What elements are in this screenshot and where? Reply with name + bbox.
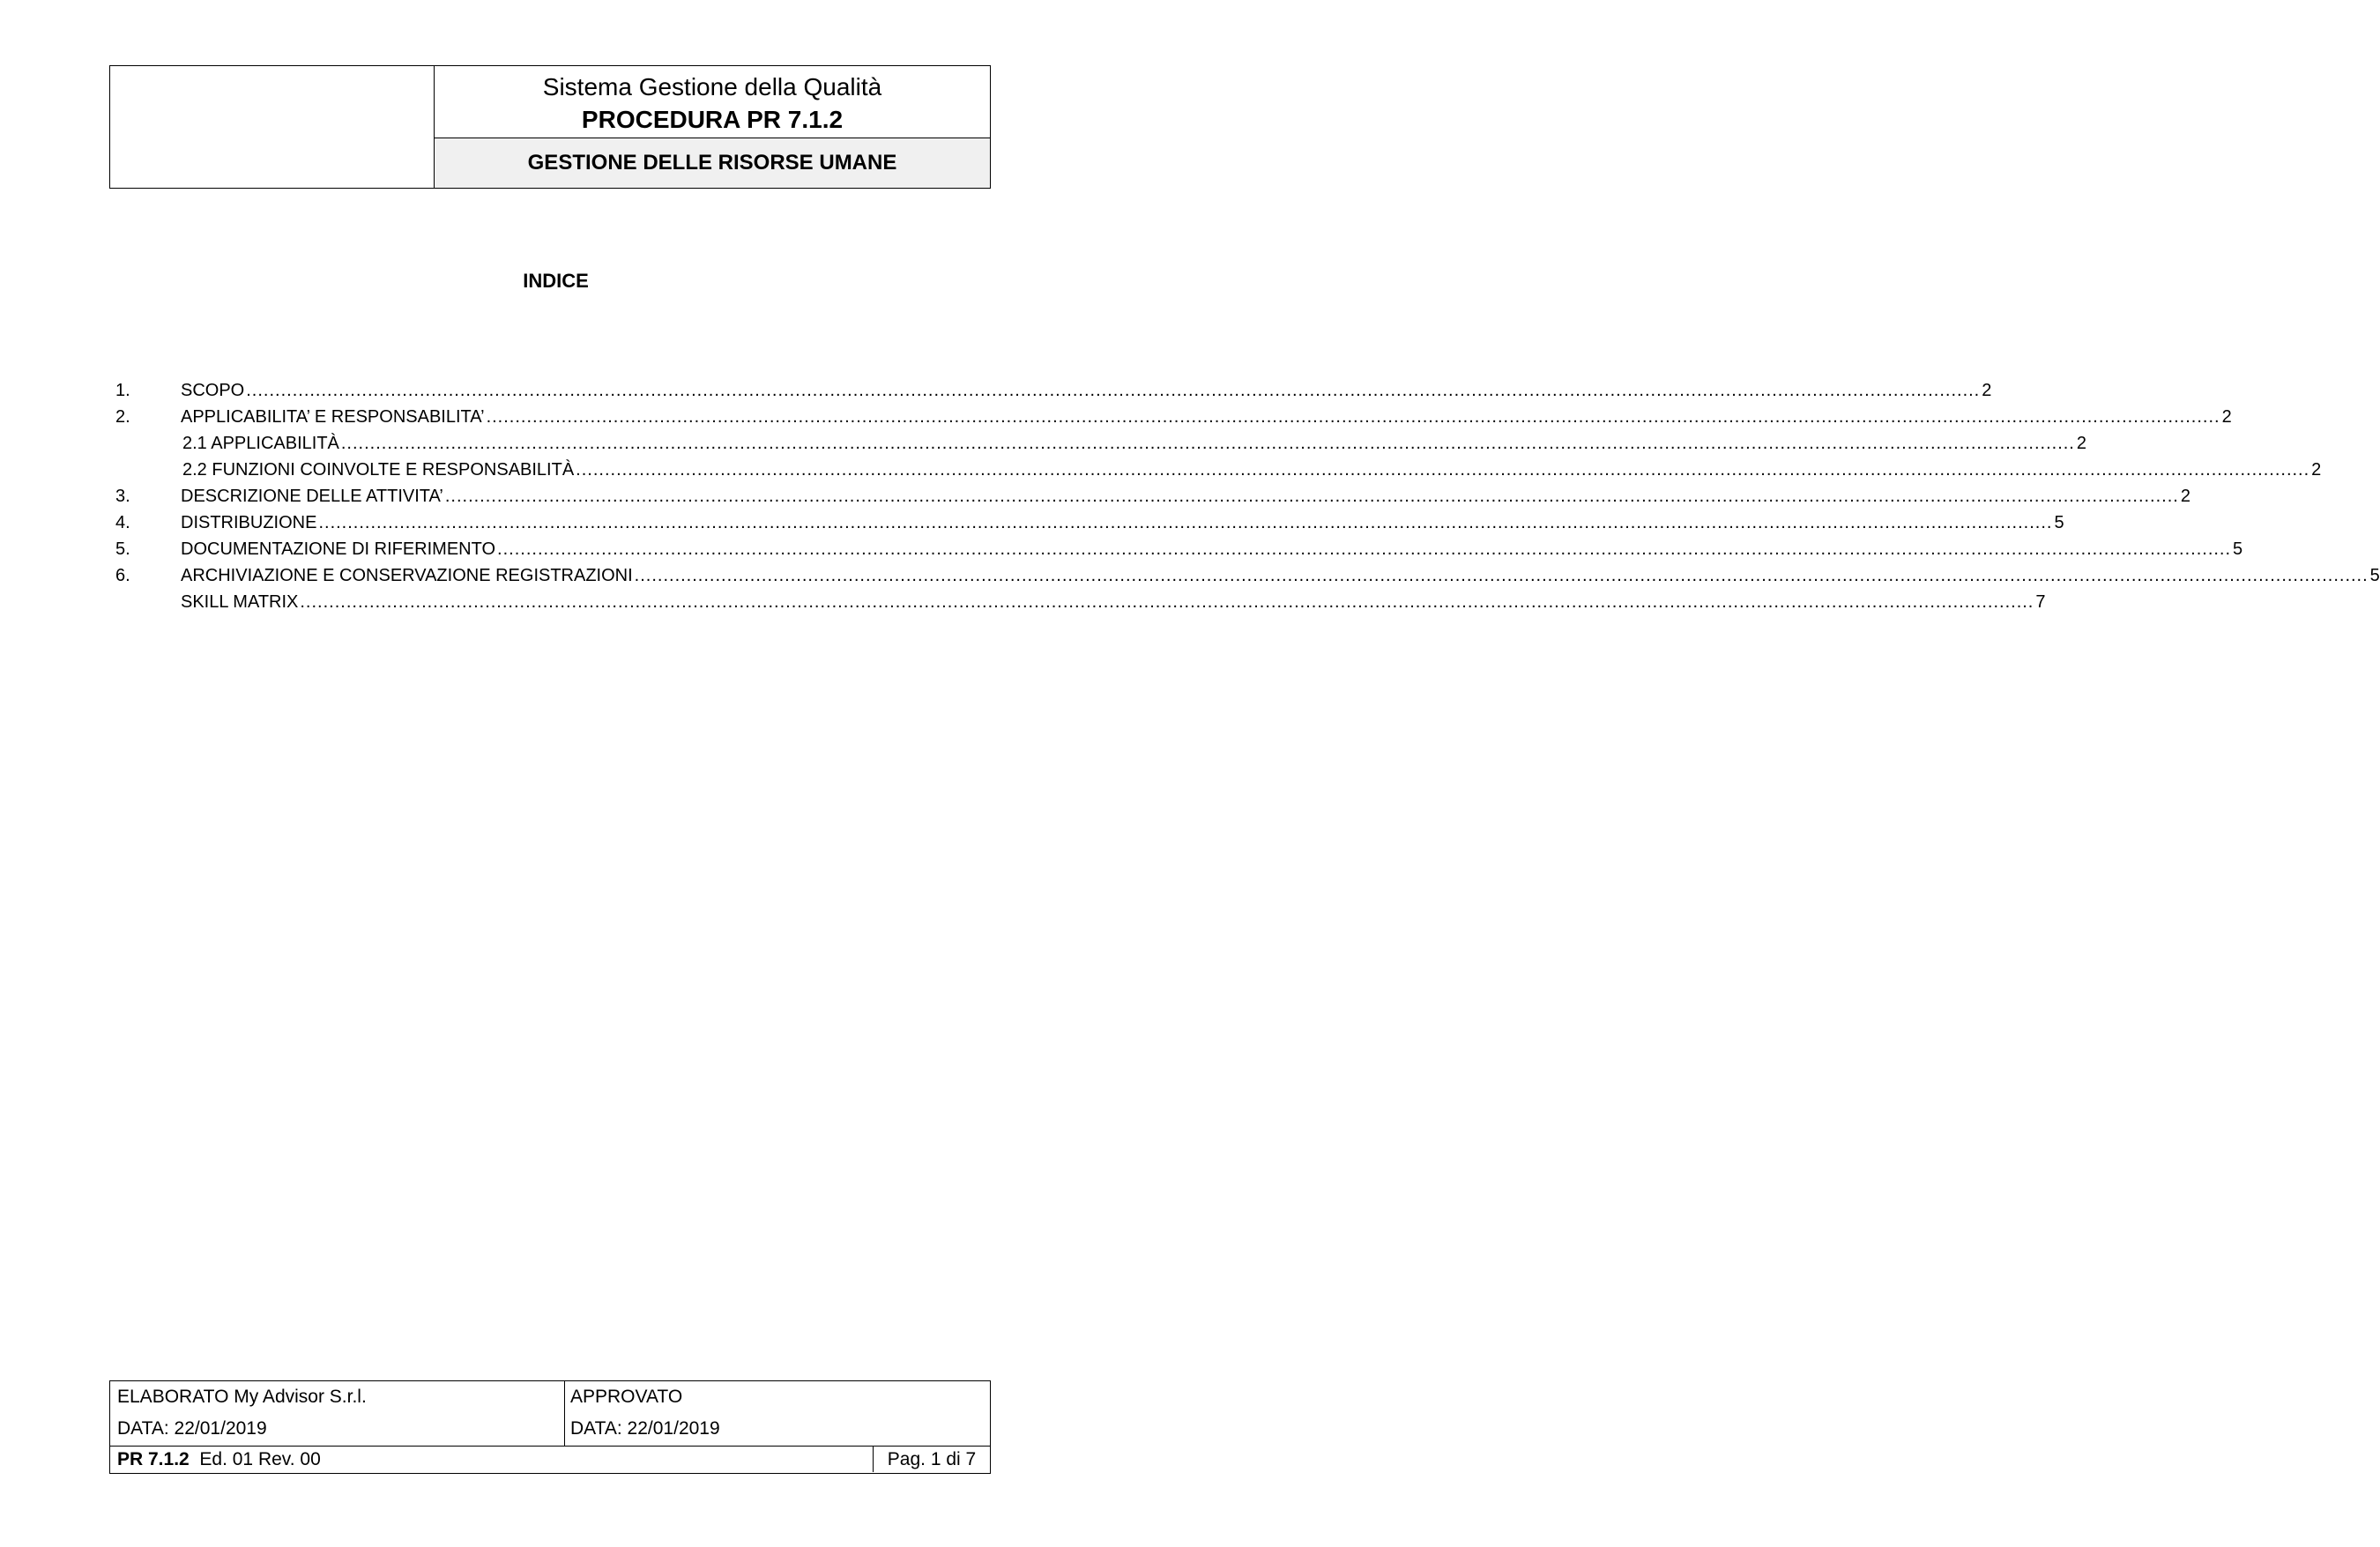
approved-date: DATA: 22/01/2019: [570, 1418, 720, 1439]
toc-entry-line: [181, 377, 1992, 404]
procedure-title: GESTIONE DELLE RISORSE UMANE: [435, 138, 990, 188]
document-code-cell: [110, 1447, 874, 1472]
toc-entry-page: 2: [2311, 460, 2322, 480]
toc-entry-line: [182, 457, 2322, 483]
toc-entry[interactable]: [115, 589, 2046, 615]
prepared-by: ELABORATO My Advisor S.r.l.: [117, 1387, 367, 1407]
toc-entry-number: 2.: [115, 407, 130, 427]
footer-approval-row: [110, 1381, 990, 1447]
prepared-date: DATA: 22/01/2019: [117, 1418, 267, 1439]
toc-entry[interactable]: [115, 457, 2322, 483]
toc-entry-page: 2: [1982, 381, 1992, 400]
procedure-code: PROCEDURA PR 7.1.2: [581, 106, 844, 133]
toc-entry[interactable]: [115, 509, 2064, 536]
toc-entry-page: 7: [2035, 592, 2046, 612]
toc-entry-label: DESCRIZIONE DELLE ATTIVITA’: [181, 487, 443, 506]
approved-label: APPROVATO: [570, 1387, 683, 1407]
toc-entry-label: SCOPO: [181, 381, 245, 400]
toc-entry-page: 2: [2221, 407, 2232, 427]
toc-entry-label: DOCUMENTAZIONE DI RIFERIMENTO: [181, 539, 496, 559]
toc-entry-line: [181, 404, 2232, 430]
header-top-cell: [435, 66, 990, 138]
toc-entry[interactable]: [115, 536, 2243, 562]
toc-entry[interactable]: [115, 404, 2232, 430]
table-of-contents: [115, 377, 2380, 615]
toc-entry[interactable]: [115, 430, 2086, 457]
approved-cell: [565, 1381, 990, 1446]
toc-entry-line: [181, 562, 2380, 589]
toc-entry-label: APPLICABILITA’ E RESPONSABILITA’: [181, 407, 485, 427]
toc-dot-leader: ............................................................................................................................................................................................................................................................................................................: [634, 566, 2369, 585]
toc-dot-leader: ............................................................................................................................................................................................................................................................................................................: [300, 592, 2034, 612]
toc-dot-leader: ............................................................................................................................................................................................................................................................................................................: [318, 513, 2053, 532]
document-footer: [109, 1380, 991, 1474]
toc-dot-leader: ............................................................................................................................................................................................................................................................................................................: [340, 434, 2075, 453]
toc-entry-line: [181, 536, 2243, 562]
toc-entry-page: 5: [2054, 513, 2064, 532]
toc-entry-label: 2.2 FUNZIONI COINVOLTE E RESPONSABILITÀ: [182, 460, 575, 480]
document-code: PR 7.1.2: [117, 1449, 190, 1469]
toc-entry-number: 4.: [115, 513, 130, 532]
toc-dot-leader: ............................................................................................................................................................................................................................................................................................................: [497, 539, 2232, 559]
logo-cell: [110, 66, 435, 188]
toc-entry[interactable]: [115, 377, 1992, 404]
toc-entry-label: DISTRIBUZIONE: [181, 513, 317, 532]
index-title: INDICE: [523, 270, 589, 292]
toc-entry-number: 3.: [115, 487, 130, 506]
document-edition: Ed. 01 Rev. 00: [199, 1449, 321, 1469]
toc-entry-line: [181, 483, 2190, 509]
toc-entry-page: 5: [2369, 566, 2380, 585]
toc-entry-number: 1.: [115, 381, 130, 400]
toc-entry[interactable]: [115, 483, 2190, 509]
toc-entry-number: 6.: [115, 566, 130, 585]
toc-dot-leader: ............................................................................................................................................................................................................................................................................................................: [246, 381, 1981, 400]
toc-entry-line: [181, 509, 2064, 536]
header-title-block: [435, 66, 990, 188]
toc-entry-label: 2.1 APPLICABILITÀ: [182, 434, 339, 453]
system-name: Sistema Gestione della Qualità: [542, 73, 882, 100]
prepared-cell: [110, 1381, 565, 1446]
toc-dot-leader: ............................................................................................................................................................................................................................................................................................................: [576, 460, 2310, 480]
document-header: [109, 65, 991, 189]
toc-dot-leader: ............................................................................................................................................................................................................................................................................................................: [444, 487, 2179, 506]
toc-entry-line: [182, 430, 2086, 457]
toc-entry-label: ARCHIVIAZIONE E CONSERVAZIONE REGISTRAZIONI: [181, 566, 633, 585]
toc-entry-line: [181, 589, 2046, 615]
toc-entry-page: 2: [2076, 434, 2086, 453]
page-number: Pag. 1 di 7: [887, 1449, 977, 1469]
footer-code-row: [110, 1447, 990, 1472]
toc-entry-page: 5: [2233, 539, 2243, 559]
toc-entry-page: 2: [2180, 487, 2190, 506]
toc-entry[interactable]: [115, 562, 2380, 589]
toc-entry-label: SKILL MATRIX: [181, 592, 299, 612]
toc-entry-number: 5.: [115, 539, 130, 559]
toc-dot-leader: ............................................................................................................................................................................................................................................................................................................: [486, 407, 2220, 427]
